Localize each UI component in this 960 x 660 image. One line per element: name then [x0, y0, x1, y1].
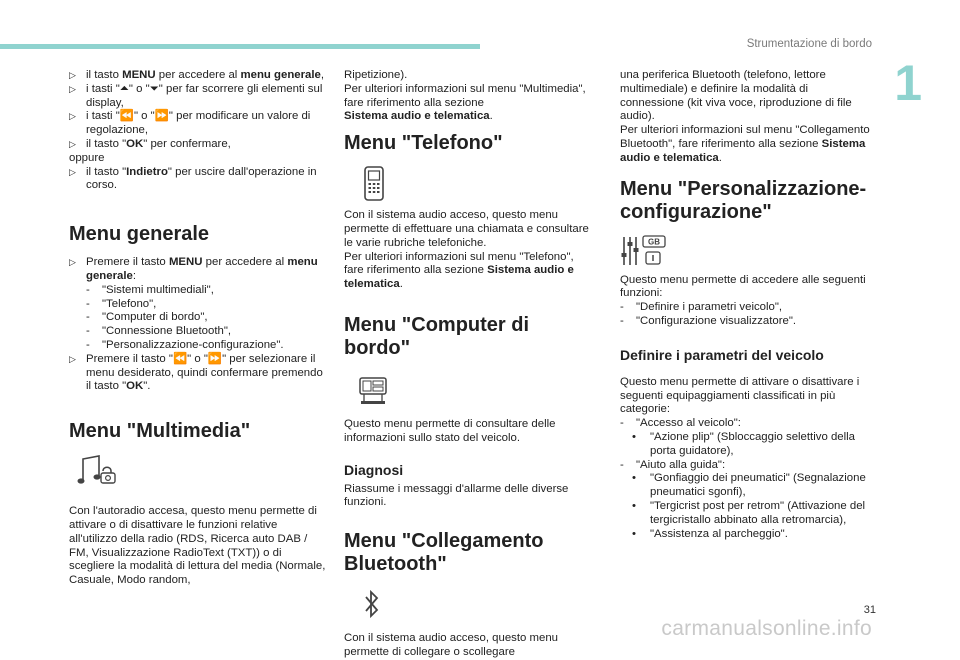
parametri-text: Questo menu permette di attivare o disattivare i seguenti equipaggiamenti classificati in più categorie:: [620, 375, 860, 416]
heading-menu-generale: Menu generale: [69, 223, 210, 246]
list-item: - "Telefono",: [86, 297, 157, 310]
personal-text: Questo menu permette di accedere alle seguenti funzioni:: [620, 273, 866, 300]
reference-text: Per ulteriori informazioni sul menu "Collegamento Bluetooth", fare riferimento alla sezione Sistema audio e telematica.: [620, 124, 870, 164]
section-title: Strumentazione di bordo: [746, 38, 872, 50]
heading-menu-multimedia: Menu "Multimedia": [69, 420, 251, 443]
heading-menu-telefono: Menu "Telefono": [344, 132, 503, 155]
bullet-item: ▷ il tasto "Indietro" per uscire dall'operazione in corso.: [69, 165, 317, 192]
phone-icon: [362, 165, 386, 203]
telefono-reference: Per ulteriori informazioni sul menu "Telefono", fare riferimento alla sezione Sistema audio e telematica.: [344, 250, 574, 291]
multimedia-music-icon: [77, 453, 117, 489]
multimedia-text: Con l'autoradio accesa, questo menu permette di attivare o di disattivare le funzioni relative all'utilizzo della radio (RDS, Ricerca auto DAB / FM, Visualizzazione RadioText (TXT)) o di scegliere la modalità di lettura del media (Normale, Casuale, Modo random,: [69, 505, 326, 587]
heading-menu-bluetooth: Menu "Collegamento Bluetooth": [344, 530, 544, 576]
chapter-number: 1: [894, 55, 922, 111]
list-item: - "Definire i parametri veicolo",: [620, 301, 783, 314]
oppure-text: oppure: [69, 151, 105, 164]
computer-text: Questo menu permette di consultare delle informazioni sullo stato del veicolo.: [344, 417, 556, 444]
column-3: [620, 69, 872, 541]
bluetooth-icon: [362, 588, 382, 622]
heading-menu-personalizzazione: Menu "Personalizzazione- configurazione": [620, 177, 867, 223]
telefono-text: Con il sistema audio acceso, questo menu permette di effettuare una chiamata e consultare le varie rubriche telefoniche.: [344, 209, 589, 249]
list-item: - "Sistemi multimediali",: [86, 283, 214, 296]
sub-list-item: • "Azione plip" (Sbloccaggio selettivo della porta guidatore),: [632, 430, 856, 457]
header-accent-bar: [0, 44, 480, 49]
language-badge-label: GB: [648, 237, 660, 247]
heading-menu-computer: Menu "Computer di bordo": [344, 313, 530, 359]
bullet-item: ▷ il tasto MENU per accedere al menu generale,: [69, 69, 325, 81]
watermark: carmanualsonline.info: [661, 617, 872, 640]
heading-parametri-veicolo: Definire i parametri del veicolo: [620, 346, 824, 363]
diagnosi-text: Riassume i messaggi d'allarme delle diverse funzioni.: [344, 482, 569, 509]
bluetooth-text: Con il sistema audio acceso, questo menu permette di collegare o scollegare: [344, 632, 559, 658]
list-item: - "Computer di bordo",: [86, 311, 208, 324]
sub-list-item: • "Gonfiaggio dei pneumatici" (Segnalazione pneumatici sgonfi),: [632, 472, 866, 499]
bullet-item: ▷ i tasti "⏶" o "⏷" per far scorrere gli elementi sul display,: [69, 82, 323, 109]
bullet-item: ▷ Premere il tasto "⏪" o "⏩" per selezionare il menu desiderato, quindi confermare premendo il tasto "OK".: [69, 352, 323, 393]
trip-computer-icon: [358, 372, 390, 406]
bullet-item: ▷ i tasti "⏪" o "⏩" per modificare un valore di regolazione,: [69, 110, 311, 137]
column-2: [344, 69, 596, 660]
reference-text: Per ulteriori informazioni sul menu "Multimedia", fare riferimento alla sezione Sistema audio e telematica.: [344, 82, 586, 123]
column-1: [69, 69, 327, 588]
heading-diagnosi: Diagnosi: [344, 461, 404, 478]
list-item: - "Personalizzazione-configurazione".: [86, 338, 284, 351]
list-item: - "Configurazione visualizzatore".: [620, 314, 797, 327]
continued-text: Ripetizione).: [344, 69, 408, 81]
list-item: - "Aiuto alla guida":: [620, 458, 726, 471]
list-item: - "Accesso al veicolo":: [620, 417, 741, 430]
continued-text: una periferica Bluetooth (telefono, lettore multimediale) e definire la modalità di connessione (kit viva voce, riproduzione di file audio).: [620, 69, 852, 123]
bullet-item: ▷ Premere il tasto MENU per accedere al menu generale:: [69, 256, 318, 282]
page-number: 31: [863, 604, 876, 616]
settings-config-icon: [620, 234, 670, 268]
bullet-item: ▷ il tasto "OK" per confermare,: [69, 137, 231, 150]
sub-list-item: • "Tergicrist post per retrom" (Attivazione del tergicristallo abbinato alla retromarcia),: [632, 499, 866, 526]
list-item: - "Connessione Bluetooth",: [86, 325, 232, 338]
sub-list-item: • "Assistenza al parcheggio".: [632, 527, 788, 540]
